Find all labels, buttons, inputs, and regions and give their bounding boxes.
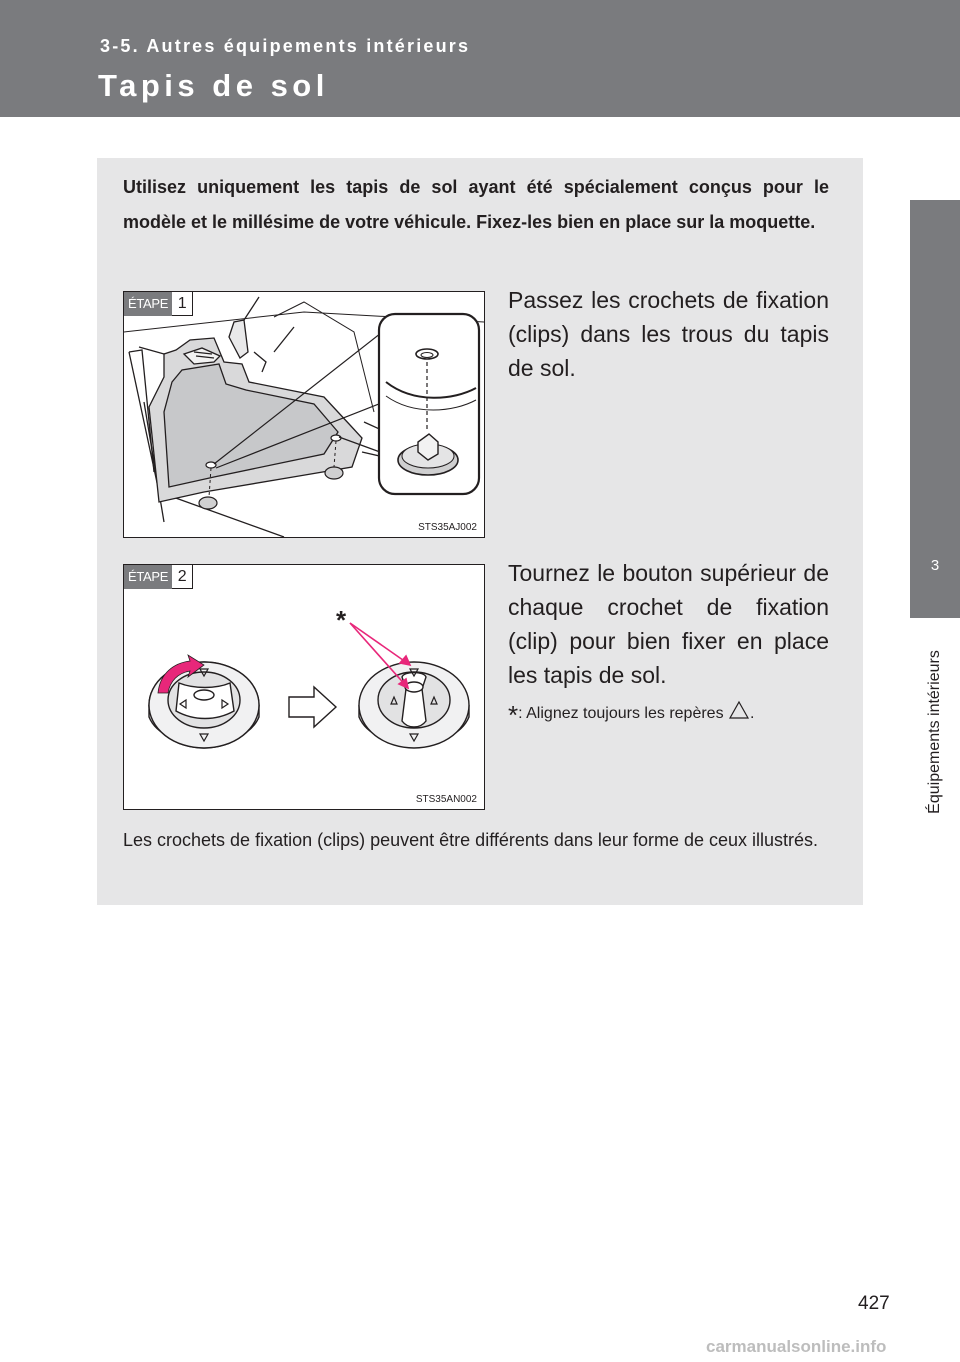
- step-1-figure: [123, 291, 485, 538]
- step-1-badge-number: 1: [172, 292, 193, 316]
- page-title: Tapis de sol: [98, 68, 329, 103]
- step-2-badge-label: ÉTAPE: [124, 565, 172, 589]
- chapter-tab-number: 3: [930, 557, 940, 574]
- chapter-tab-label: Équipements intérieurs: [926, 650, 943, 814]
- alignment-marker: *: [336, 605, 347, 635]
- note-star: *: [508, 700, 519, 730]
- chapter-tab[interactable]: [910, 200, 960, 618]
- clip-rotation-illustration: [124, 565, 484, 809]
- section-heading: 3-5. Autres équipements intérieurs: [100, 36, 471, 56]
- step-2-figure-code: STS35AN002: [415, 794, 477, 805]
- note-text: : Alignez toujours les repères: [518, 705, 724, 722]
- page-header: [0, 0, 960, 117]
- step-2-note: [508, 700, 754, 731]
- floor-mat-clips-illustration: [124, 292, 484, 537]
- step-1-badge: [124, 292, 193, 316]
- step-2-text: Tournez le bouton supérieur de chaque crochet de fixation (clip) pour bien fixer en place les tapis de sol.: [508, 560, 829, 688]
- intro-text: Utilisez uniquement les tapis de sol ayant été spécialement conçus pour le modèle et le millésime de votre véhicule. Fixez-les bien en place sur la moquette.: [123, 177, 829, 232]
- page-number: 427: [858, 1293, 890, 1314]
- step-2-badge-number: 2: [172, 565, 193, 589]
- step-1-text: Passez les crochets de fixation (clips) dans les trous du tapis de sol.: [508, 287, 829, 381]
- step-2-figure: [123, 564, 485, 810]
- step-2-badge: [124, 565, 193, 589]
- triangle-marker-icon: [728, 700, 750, 720]
- step-1-badge-label: ÉTAPE: [124, 292, 172, 316]
- watermark: carmanualsonline.info: [706, 1337, 887, 1356]
- note-end: .: [750, 705, 755, 722]
- step-1-figure-code: STS35AJ002: [418, 522, 477, 533]
- footer-note: Les crochets de fixation (clips) peuvent être différents dans leur forme de ceux illustrés.: [123, 830, 819, 850]
